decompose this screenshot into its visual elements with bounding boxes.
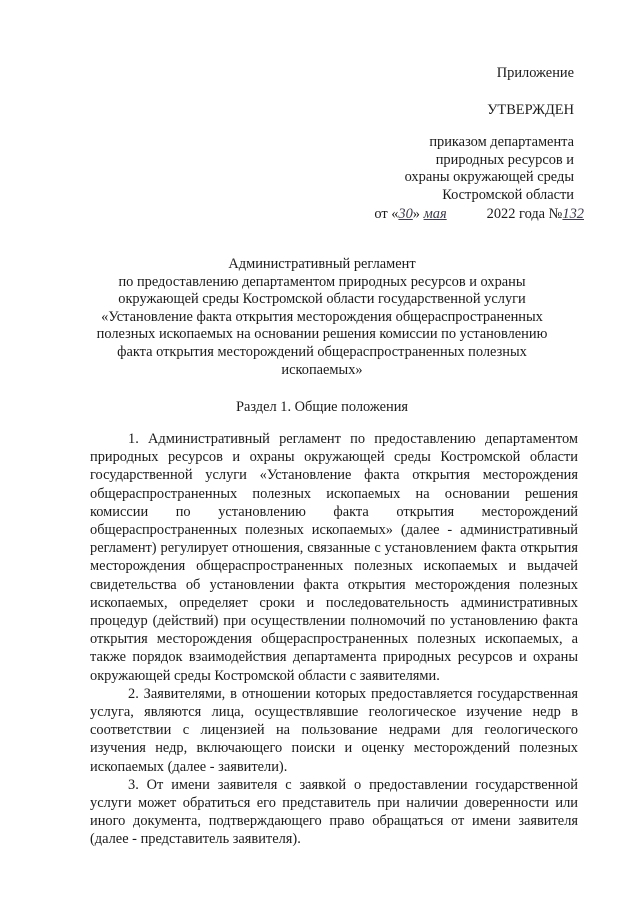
order-number: 132 bbox=[562, 206, 584, 222]
title-line: «Установление факта открытия месторождения общераспространенных bbox=[101, 308, 543, 325]
order-block bbox=[405, 134, 574, 204]
title-line: полезных ископаемых на основании решения комиссии по установлению bbox=[96, 326, 548, 343]
paragraph-3: 3. От имени заявителя с заявкой о предоставлении государственной услуги может обратиться его представитель при наличии доверенности или иного документа, подтверждающего право обращаться от имени заявителя (далее - представитель заявителя). bbox=[90, 776, 578, 848]
order-line: природных ресурсов и bbox=[435, 151, 574, 168]
paragraph-1: 1. Административный регламент по предоставлению департаментом природных ресурсов и охраны окружающей среды Костромской области государственной услуги «Установление факта открытия месторождения общераспространенных полезных ископаемых на основании решения комиссии по установлению факта открытия месторождений общераспространенных полезных ископаемых» (далее - административный регламент) регулирует отношения, связанные с установлением факта открытия месторождения общераспространенных полезных ископаемых и выдачей свидетельства об установлении факта открытия месторождения полезных ископаемых, определяет сроки и последовательность административных процедур (действий) при осуществлении полномочий по установлению факта открытия месторождения общераспространенных полезных ископаемых, а также порядок взаимодействия департамента природных ресурсов и охраны окружающей среды Костромской области с заявителями. bbox=[90, 431, 578, 684]
title-line: окружающей среды Костромской области государственной услуги bbox=[118, 291, 526, 308]
order-line: охраны окружающей среды bbox=[404, 169, 574, 185]
regulation-title bbox=[72, 256, 572, 379]
title-line: ископаемых» bbox=[281, 361, 363, 378]
title-line: Административный регламент bbox=[228, 256, 416, 272]
title-line: факта открытия месторождений общераспространенных полезных bbox=[117, 343, 527, 360]
order-line: Костромской области bbox=[442, 186, 574, 203]
order-date bbox=[374, 205, 584, 223]
date-mid: » bbox=[412, 206, 424, 222]
order-line: приказом департамента bbox=[429, 134, 574, 150]
approved-label: УТВЕРЖДЕН bbox=[487, 102, 574, 118]
date-suffix: 2022 года № bbox=[468, 206, 563, 222]
title-line: по предоставлению департаментом природных ресурсов и охраны bbox=[118, 273, 526, 290]
section-title: Раздел 1. Общие положения bbox=[235, 399, 409, 415]
date-prefix: от « bbox=[374, 206, 399, 222]
body-text bbox=[90, 430, 578, 849]
date-day: 30 bbox=[398, 206, 413, 222]
date-month: мая bbox=[423, 206, 447, 222]
appendix-label: Приложение bbox=[496, 65, 574, 81]
paragraph-2: 2. Заявителями, в отношении которых предоставляется государственная услуга, являются лица, осуществлявшие геологическое изучение недр в соответствии с лицензией на пользование недрами для геологического изучения недр, включающего поиски и оценку месторождений полезных ископаемых (далее - заявители). bbox=[90, 685, 578, 775]
